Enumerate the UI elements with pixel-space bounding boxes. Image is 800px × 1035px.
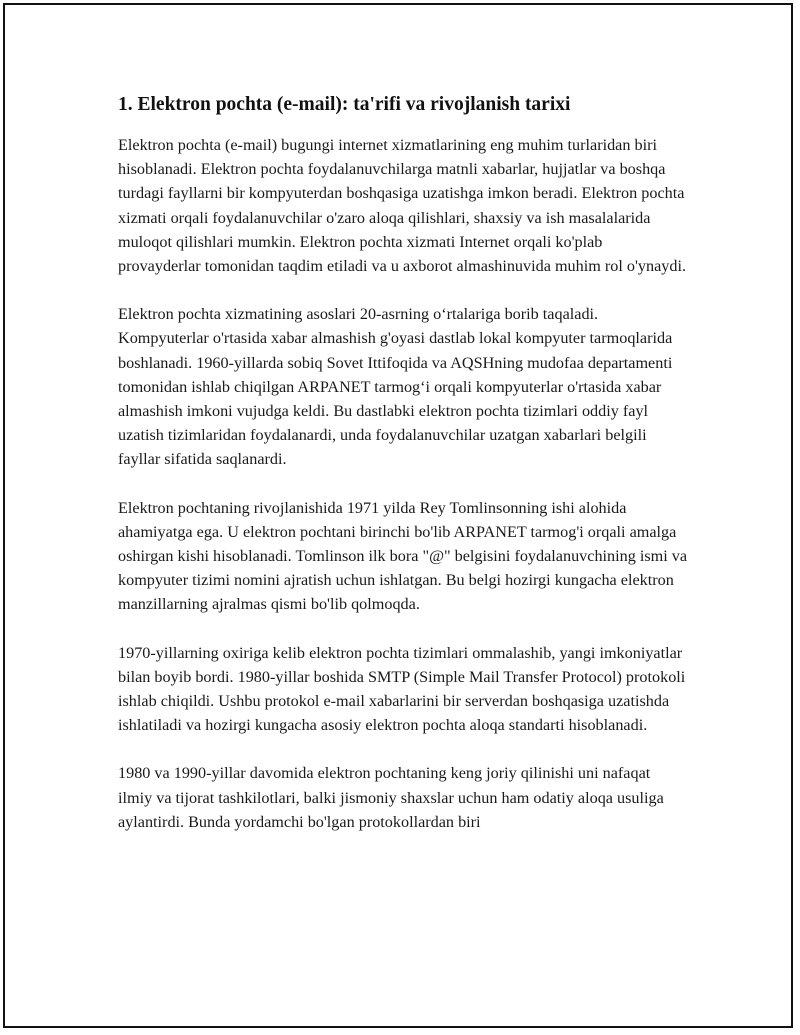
section-heading: 1. Elektron pochta (e-mail): ta'rifi va rivojlanish tarixi [118, 94, 571, 115]
paragraph-smtp: 1970-yillarning oxiriga kelib elektron pochta tizimlari ommalashib, yangi imkoniyatlar bilan boyib bordi. 1980-yillar boshida SMTP (Simple Mail Transfer Protocol) protokoli ishlab chiqildi. Ushbu protokol e-mail xabarlarini bir serverdan boshqasiga uzatishda ishlatiladi va hozirgi kungacha asosiy elektron pochta aloqa standarti hisoblanadi. [118, 643, 686, 735]
paragraph-tomlinson: Elektron pochtaning rivojlanishida 1971 yilda Rey Tomlinsonning ishi alohida ahamiyatga ega. U elektron pochtani birinchi bo'lib ARPANET tarmog'i orqali amalga oshirgan kishi hisoblanadi. Tomlinson ilk bora "@" belgisini foydalanuvchining ismi va kompyuter tizimi nomini ajratish uchun ishlatgan. Bu belgi hozirgi kungacha elektron manzillarning ajralmas qismi bo'lib qolmoqda. [118, 498, 688, 614]
paragraph-adoption: 1980 va 1990-yillar davomida elektron pochtaning keng joriy qilinishi uni nafaqat ilmiy va tijorat tashkilotlari, balki jismoniy shaxslar uchun ham odatiy aloqa usuliga aylantirdi. Bunda yordamchi bo'lgan protokollardan biri [118, 764, 664, 831]
paragraph-email-definition: Elektron pochta (e-mail) bugungi internet xizmatlarining eng muhim turlaridan biri hisoblanadi. Elektron pochta foydalanuvchilarga matnli xabarlar, hujjatlar va boshqa turdagi fayllarni bir kompyuterdan boshqasiga uzatishga imkon beradi. Elektron pochta xizmati orqali foydalanuvchilar o'zaro aloqa qilishlari, shaxsiy va ish masalalarida muloqot qilishlari mumkin. Elektron pochta xizmati Internet orqali ko'plab provayderlar tomonidan taqdim etiladi va u axborot almashinuvida muhim rol o'ynaydi. [118, 136, 687, 276]
paragraph-email-origins: Elektron pochta xizmatining asoslari 20-asrning o‘rtalariga borib taqaladi. Kompyuterlar o'rtasida xabar almashish g'oyasi dastlab lokal kompyuter tarmoqlarida boshlanadi. 1960-yillarda sobiq Sovet Ittifoqida va AQSHning mudofaa departamenti tomonidan ishlab chiqilgan ARPANET tarmog‘i orqali kompyuterlar o'rtasida xabar almashish imkoni vujudga keldi. Bu dastlabki elektron pochta tizimlari oddiy fayl uzatish tizimlaridan foydalanardi, unda foydalanuvchilar uzatgan xabarlari belgili fayllar sifatida saqlanardi. [118, 305, 673, 469]
document-body [118, 92, 688, 858]
